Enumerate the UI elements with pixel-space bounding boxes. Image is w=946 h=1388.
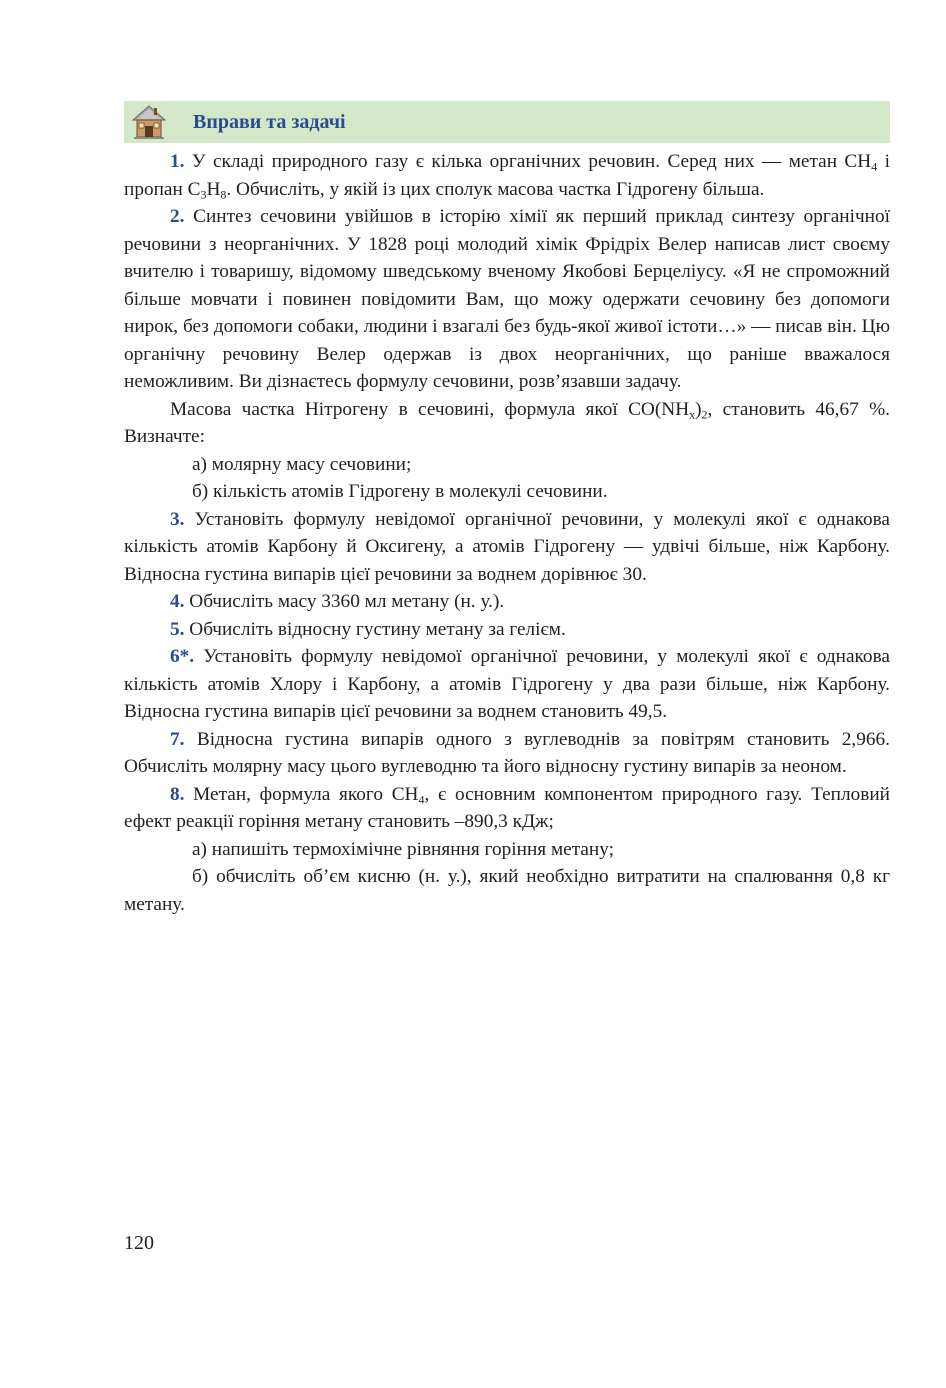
exercise-number: 7. <box>170 728 185 750</box>
exercises-list <box>124 148 890 918</box>
exercise-2-item-b: б) кількість атомів Гідрогену в молекулі сечовини. <box>192 481 608 502</box>
exercise-7: 7. Відносна густина випарів одного з вуглеводнів за повітрям становить 2,966. Обчисліть молярну масу цього вуглеводню та його відносну густину випарів за неоном. <box>124 728 890 777</box>
exercise-8-item-a: а) напишіть термохімічне рівняння горіння метану; <box>192 838 614 860</box>
exercise-8: 8. Метан, формула якого $CH_4$, є основним компонентом природного газу. Тепловий ефект реакції горіння метану становить –890,3 кДж; <box>124 783 890 832</box>
exercise-5: 5. Обчисліть відносну густину метану за гелієм. <box>170 618 566 640</box>
exercise-number: 8. <box>170 783 185 805</box>
exercise-number: 6*. <box>170 646 195 667</box>
exercise-number: 5. <box>170 618 185 640</box>
page-number: 120 <box>124 1232 154 1254</box>
exercise-2-task: Масова частка Нітрогену в сечовині, формула якої $CO(NH_x)_2$, становить 46,67 %. Визначте: <box>124 398 890 447</box>
exercise-number: 3. <box>170 508 185 530</box>
section-header <box>124 101 890 143</box>
exercise-6: 6*. Установіть формулу невідомої органічної речовини, у молекулі якої є однакова кількість атомів Хлору і Карбону, а атомів Гідрогену у два рази більше, ніж Карбону. Відносна густина випарів цієї речовини за воднем становить 49,5. <box>124 646 890 722</box>
exercise-2: 2. Синтез сечовини увійшов в історію хімії як перший приклад синтезу органічної речовини з неорганічних. У 1828 році молодий хімік Фрідріх Велер написав лист своєму вчителю і товаришу, відомому шведському вченому Якобові Берцеліусу. «Я не спроможний більше мовчати і повинен повідомити Вам, що можу одержати сечовину без допомоги нирок, без допомоги собаки, людини і взагалі без будь-якої живої істоти…» — писав він. Цю органічну речовину Велер одержав із двох неорганічних, що раніше вважалося неможливим. Ви дізнаєтесь формулу сечовини, розв’язавши задачу. <box>124 206 890 392</box>
exercise-8-item-b: б) обчисліть об’єм кисню (н. у.), який необхідно витратити на спалювання 0,8 кг метану. <box>124 866 890 915</box>
exercise-2-item-a: а) молярну масу сечовини; <box>192 453 412 475</box>
exercise-3: 3. Установіть формулу невідомої органічної речовини, у молекулі якої є однакова кількість атомів Карбону й Оксигену, а атомів Гідрогену — удвічі більше, ніж Карбону. Відносна густина випарів цієї речовини за воднем дорівнює 30. <box>124 508 890 585</box>
house-icon <box>130 103 168 141</box>
exercise-number: 2. <box>170 206 185 227</box>
exercise-4: 4. Обчисліть масу 3360 мл метану (н. у.). <box>170 591 505 612</box>
exercise-number: 1. <box>170 151 185 172</box>
exercise-1: 1. У складі природного газу є кілька органічних речовин. Серед них — метан $CH_4$ і пропан $C_3H_8$. Обчисліть, у якій із цих сполук масова частка Гідрогену більша. <box>124 151 890 202</box>
section-title: Вправи та задачі <box>193 111 346 133</box>
exercise-number: 4. <box>170 591 185 612</box>
